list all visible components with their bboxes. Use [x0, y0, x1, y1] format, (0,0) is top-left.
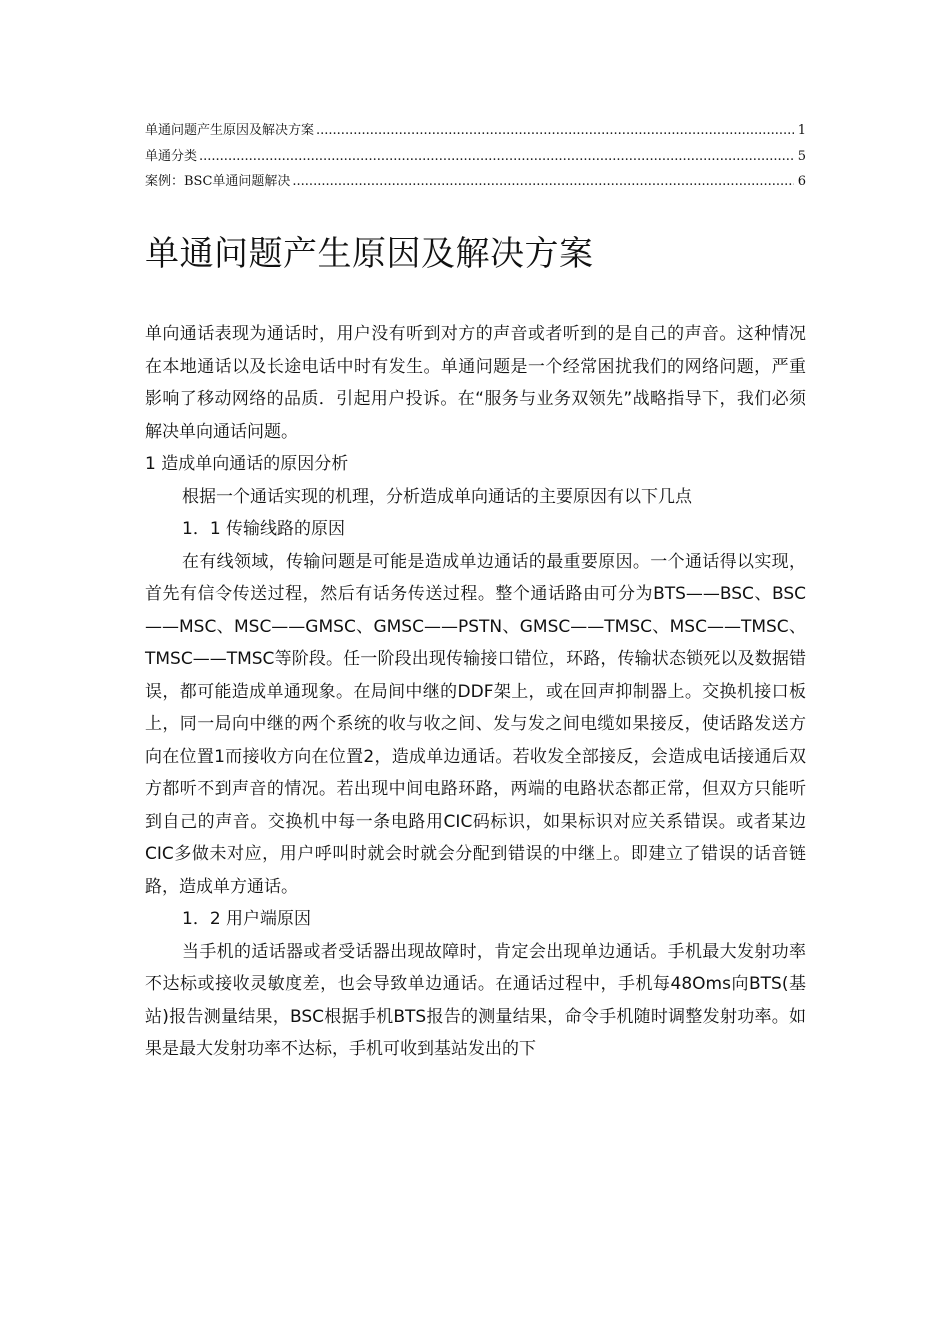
toc-leader-dots [199, 144, 794, 170]
section-lead-paragraph: 根据一个通话实现的机理，分析造成单向通话的主要原因有以下几点 [182, 486, 692, 507]
section-heading: 1 造成单向通话的原因分析 [145, 454, 349, 474]
intro-paragraph: 单向通话表现为通话时，用户没有听到对方的声音或者听到的是自己的声音。这种情况在本地通话以及长途电话中时有发生。单通问题是一个经常困扰我们的网络问题，严重影响了移动网络的品质．引起用户投诉。在“服务与业务双领先”战略指导下，我们必须解决单向通话问题。 [145, 324, 806, 442]
document-title: 单通问题产生原因及解决方案 [145, 234, 594, 274]
toc-entry-page: 1 [797, 123, 806, 138]
toc-entry[interactable] [145, 118, 806, 144]
user-end-paragraph: 当手机的适话器或者受话器出现故障时，肯定会出现单边通话。手机最大发射功率不达标或接收灵敏度差，也会导致单边通话。在通话过程中，手机每48Oms向BTS(基站)报告测量结果，BSC根据手机BTS报告的测量结果，命令手机随时调整发射功率。如果是最大发射功率不达标，手机可收到基站发出的下 [145, 941, 806, 1059]
subsection-heading-user-end: 1．2 用户端原因 [182, 909, 312, 929]
toc-entry-title: 单通问题产生原因及解决方案 [145, 123, 315, 138]
toc-leader-dots [316, 118, 794, 144]
toc-entry-title: 案例：BSC单通问题解决 [145, 174, 291, 189]
toc-entry[interactable] [145, 169, 806, 195]
toc-leader-dots [292, 169, 794, 195]
subsection-heading-transmission: 1．1 传输线路的原因 [182, 519, 346, 539]
toc-entry[interactable] [145, 144, 806, 170]
toc-entry-title: 单通分类 [145, 148, 198, 164]
toc-entry-page: 6 [797, 174, 806, 189]
toc-entry-page: 5 [797, 148, 806, 164]
table-of-contents [145, 118, 806, 195]
document-body [145, 318, 806, 1066]
transmission-paragraph: 在有线领域，传输问题是可能是造成单边通话的最重要原因。一个通话得以实现，首先有信令传送过程，然后有话务传送过程。整个通话路由可分为BTS——BSC、BSC——MSC、MSC——GMSC、GMSC——PSTN、GMSC——TMSC、MSC——TMSC、TMSC——TMSC等阶段。任一阶段出现传输接口错位，环路，传输状态锁死以及数据错误，都可能造成单通现象。在局间中继的DDF架上，或在回声抑制器上。交换机接口板上，同一局向中继的两个系统的收与收之间、发与发之间电缆如果接反，使话路发送方向在位置1而接收方向在位置2，造成单边通话。若收发全部接反，会造成电话接通后双方都听不到声音的情况。若出现中间电路环路，两端的电路状态都正常，但双方只能听到自己的声音。交换机中每一条电路用CIC码标识，如果标识对应关系错误。或者某边CIC多做未对应，用户呼叫时就会时就会分配到错误的中继上。即建立了错误的话音链路，造成单方通话。 [145, 551, 806, 897]
